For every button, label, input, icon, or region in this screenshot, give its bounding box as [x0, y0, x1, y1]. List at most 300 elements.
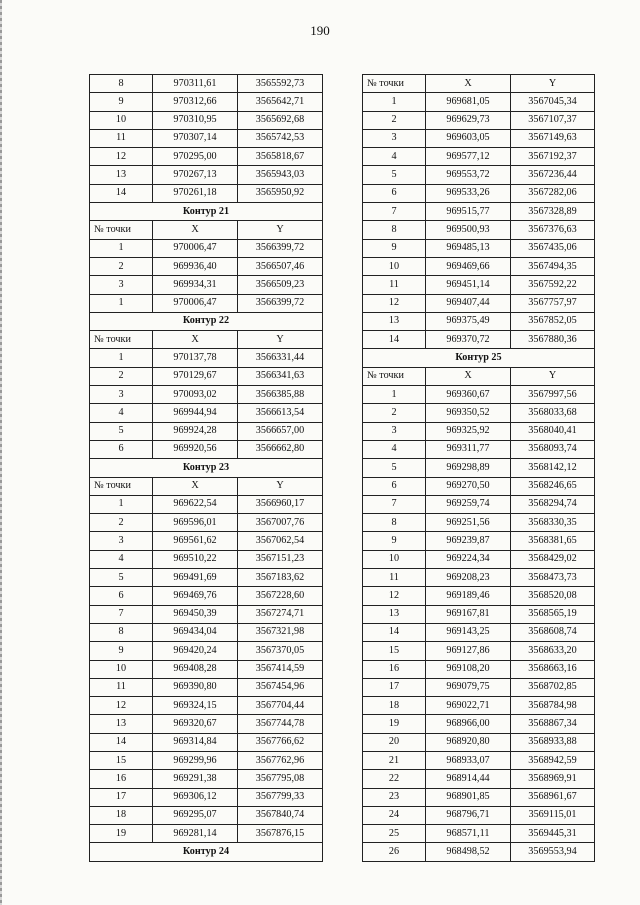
header-x: X — [153, 477, 238, 495]
point-number: 25 — [363, 825, 426, 843]
table-row — [90, 806, 323, 824]
coordinate-y: 3567045,34 — [511, 93, 595, 111]
table-row — [363, 477, 595, 495]
coordinate-y: 3566385,88 — [238, 386, 323, 404]
point-number: 12 — [363, 294, 426, 312]
coordinate-x: 969306,12 — [153, 788, 238, 806]
coordinate-y: 3568142,12 — [511, 459, 595, 477]
point-number: 1 — [90, 239, 153, 257]
left-coordinates-table — [89, 74, 323, 862]
coordinate-x: 968914,44 — [426, 770, 511, 788]
coordinate-x: 970129,67 — [153, 367, 238, 385]
coordinate-x: 969022,71 — [426, 697, 511, 715]
point-number: 10 — [363, 257, 426, 275]
contour-title-row — [90, 843, 323, 861]
column-header-row — [90, 477, 323, 495]
header-x: X — [153, 221, 238, 239]
point-number: 1 — [90, 294, 153, 312]
point-number: 20 — [363, 733, 426, 751]
coordinate-y: 3568040,41 — [511, 422, 595, 440]
coordinate-y: 3567880,36 — [511, 331, 595, 349]
table-row — [90, 678, 323, 696]
coordinate-y: 3568093,74 — [511, 440, 595, 458]
point-number: 16 — [363, 660, 426, 678]
table-row — [363, 221, 595, 239]
table-row — [363, 276, 595, 294]
table-row — [363, 587, 595, 605]
coordinate-y: 3568330,35 — [511, 514, 595, 532]
coordinate-y: 3568633,20 — [511, 642, 595, 660]
coordinate-y: 3567062,54 — [238, 532, 323, 550]
contour-title: Контур 21 — [90, 203, 323, 221]
table-row — [363, 569, 595, 587]
header-point-number: № точки — [363, 367, 426, 385]
coordinate-y: 3569115,01 — [511, 806, 595, 824]
point-number: 3 — [90, 276, 153, 294]
coordinate-y: 3569553,94 — [511, 843, 595, 861]
coordinate-y: 3565742,53 — [238, 129, 323, 147]
point-number: 5 — [363, 459, 426, 477]
coordinate-x: 969189,46 — [426, 587, 511, 605]
point-number: 16 — [90, 770, 153, 788]
coordinate-x: 969451,14 — [426, 276, 511, 294]
point-number: 17 — [90, 788, 153, 806]
coordinate-x: 969281,14 — [153, 825, 238, 843]
table-row — [90, 239, 323, 257]
table-row — [363, 770, 595, 788]
coordinate-x: 969291,38 — [153, 770, 238, 788]
table-row — [363, 825, 595, 843]
table-row — [90, 788, 323, 806]
point-number: 14 — [90, 184, 153, 202]
coordinate-x: 969295,07 — [153, 806, 238, 824]
table-row — [363, 312, 595, 330]
coordinate-x: 969299,96 — [153, 751, 238, 769]
coordinate-y: 3568033,68 — [511, 404, 595, 422]
coordinate-x: 970311,61 — [153, 75, 238, 93]
table-row — [90, 660, 323, 678]
table-row — [90, 715, 323, 733]
table-row — [90, 75, 323, 93]
point-number: 7 — [363, 203, 426, 221]
coordinate-y: 3567592,22 — [511, 276, 595, 294]
table-row — [90, 697, 323, 715]
point-number: 11 — [363, 276, 426, 294]
point-number: 11 — [90, 678, 153, 696]
table-row — [363, 623, 595, 641]
point-number: 10 — [90, 660, 153, 678]
coordinate-y: 3565950,92 — [238, 184, 323, 202]
table-row — [363, 788, 595, 806]
table-row — [363, 386, 595, 404]
point-number: 10 — [363, 550, 426, 568]
coordinate-y: 3567370,05 — [238, 642, 323, 660]
coordinate-y: 3567876,15 — [238, 825, 323, 843]
coordinate-y: 3567149,63 — [511, 129, 595, 147]
point-number: 26 — [363, 843, 426, 861]
table-row — [90, 605, 323, 623]
table-row — [90, 569, 323, 587]
coordinate-x: 970307,14 — [153, 129, 238, 147]
table-row — [90, 404, 323, 422]
coordinate-x: 969936,40 — [153, 257, 238, 275]
coordinate-x: 969143,25 — [426, 623, 511, 641]
point-number: 7 — [90, 605, 153, 623]
header-point-number: № точки — [90, 331, 153, 349]
point-number: 1 — [90, 495, 153, 513]
coordinate-x: 970261,18 — [153, 184, 238, 202]
point-number: 12 — [90, 697, 153, 715]
contour-title-row — [363, 349, 595, 367]
table-row — [363, 806, 595, 824]
table-row — [363, 129, 595, 147]
coordinate-x: 969208,23 — [426, 569, 511, 587]
point-number: 10 — [90, 111, 153, 129]
coordinate-x: 969603,05 — [426, 129, 511, 147]
column-header-row — [90, 331, 323, 349]
point-number: 2 — [363, 404, 426, 422]
table-row — [90, 733, 323, 751]
table-row — [90, 129, 323, 147]
table-row — [90, 386, 323, 404]
point-number: 14 — [363, 623, 426, 641]
table-row — [363, 239, 595, 257]
coordinate-x: 968498,52 — [426, 843, 511, 861]
coordinate-x: 969681,05 — [426, 93, 511, 111]
point-number: 2 — [90, 257, 153, 275]
point-number: 13 — [363, 605, 426, 623]
point-number: 12 — [363, 587, 426, 605]
point-number: 23 — [363, 788, 426, 806]
coordinate-x: 969407,44 — [426, 294, 511, 312]
coordinate-y: 3568702,85 — [511, 678, 595, 696]
table-row — [363, 111, 595, 129]
point-number: 6 — [363, 184, 426, 202]
table-row — [363, 605, 595, 623]
point-number: 4 — [90, 550, 153, 568]
table-row — [90, 148, 323, 166]
coordinate-y: 3567435,06 — [511, 239, 595, 257]
table-row — [90, 422, 323, 440]
table-row — [363, 257, 595, 275]
right-coordinates-table — [362, 74, 595, 862]
coordinate-y: 3567376,63 — [511, 221, 595, 239]
table-row — [363, 550, 595, 568]
table-row — [363, 184, 595, 202]
coordinate-y: 3566613,54 — [238, 404, 323, 422]
point-number: 6 — [90, 587, 153, 605]
point-number: 5 — [363, 166, 426, 184]
point-number: 13 — [363, 312, 426, 330]
coordinate-x: 969561,62 — [153, 532, 238, 550]
coordinate-y: 3567321,98 — [238, 623, 323, 641]
coordinate-y: 3566331,44 — [238, 349, 323, 367]
point-number: 2 — [90, 514, 153, 532]
coordinate-x: 969167,81 — [426, 605, 511, 623]
table-row — [90, 770, 323, 788]
point-number: 2 — [90, 367, 153, 385]
coordinate-y: 3568867,34 — [511, 715, 595, 733]
coordinate-y: 3565818,67 — [238, 148, 323, 166]
coordinate-x: 969127,86 — [426, 642, 511, 660]
table-row — [363, 404, 595, 422]
coordinate-x: 968571,11 — [426, 825, 511, 843]
coordinate-x: 968966,00 — [426, 715, 511, 733]
coordinate-y: 3566509,23 — [238, 276, 323, 294]
point-number: 15 — [90, 751, 153, 769]
coordinate-y: 3569445,31 — [511, 825, 595, 843]
coordinate-x: 969311,77 — [426, 440, 511, 458]
coordinate-x: 969408,28 — [153, 660, 238, 678]
coordinate-y: 3565592,73 — [238, 75, 323, 93]
table-row — [90, 294, 323, 312]
coordinate-x: 968933,07 — [426, 751, 511, 769]
coordinate-x: 970312,66 — [153, 93, 238, 111]
header-y: Y — [511, 75, 595, 93]
coordinate-y: 3567852,05 — [511, 312, 595, 330]
coordinate-y: 3567228,60 — [238, 587, 323, 605]
table-row — [363, 459, 595, 477]
table-row — [90, 751, 323, 769]
point-number: 3 — [90, 386, 153, 404]
coordinate-y: 3567151,23 — [238, 550, 323, 568]
table-row — [363, 294, 595, 312]
table-row — [90, 825, 323, 843]
point-number: 21 — [363, 751, 426, 769]
point-number: 8 — [90, 75, 153, 93]
table-row — [363, 678, 595, 696]
point-number: 8 — [90, 623, 153, 641]
coordinate-y: 3566399,72 — [238, 239, 323, 257]
coordinate-y: 3567454,96 — [238, 678, 323, 696]
contour-title: Контур 25 — [363, 349, 595, 367]
point-number: 17 — [363, 678, 426, 696]
table-row — [90, 550, 323, 568]
coordinate-x: 969577,12 — [426, 148, 511, 166]
coordinate-y: 3568565,19 — [511, 605, 595, 623]
coordinate-x: 969420,24 — [153, 642, 238, 660]
coordinate-x: 969622,54 — [153, 495, 238, 513]
point-number: 4 — [90, 404, 153, 422]
coordinate-x: 969251,56 — [426, 514, 511, 532]
point-number: 11 — [363, 569, 426, 587]
coordinate-y: 3568663,16 — [511, 660, 595, 678]
point-number: 14 — [363, 331, 426, 349]
contour-title-row — [90, 312, 323, 330]
coordinate-x: 969485,13 — [426, 239, 511, 257]
table-row — [90, 440, 323, 458]
coordinate-x: 969553,72 — [426, 166, 511, 184]
table-row — [363, 751, 595, 769]
coordinate-y: 3567414,59 — [238, 660, 323, 678]
table-row — [363, 440, 595, 458]
coordinate-y: 3568294,74 — [511, 495, 595, 513]
coordinate-y: 3567762,96 — [238, 751, 323, 769]
table-row — [90, 642, 323, 660]
coordinate-x: 969270,50 — [426, 477, 511, 495]
coordinate-y: 3568520,08 — [511, 587, 595, 605]
coordinate-x: 969510,22 — [153, 550, 238, 568]
coordinate-y: 3566341,63 — [238, 367, 323, 385]
coordinate-x: 969324,15 — [153, 697, 238, 715]
coordinate-x: 968796,71 — [426, 806, 511, 824]
point-number: 1 — [363, 386, 426, 404]
table-row — [90, 166, 323, 184]
coordinate-x: 970295,00 — [153, 148, 238, 166]
coordinate-y: 3567795,08 — [238, 770, 323, 788]
coordinate-y: 3566662,80 — [238, 440, 323, 458]
coordinate-x: 969239,87 — [426, 532, 511, 550]
point-number: 6 — [363, 477, 426, 495]
table-row — [363, 697, 595, 715]
point-number: 11 — [90, 129, 153, 147]
table-row — [90, 532, 323, 550]
header-y: Y — [238, 221, 323, 239]
coordinate-x: 969924,28 — [153, 422, 238, 440]
coordinate-x: 970267,13 — [153, 166, 238, 184]
point-number: 12 — [90, 148, 153, 166]
point-number: 3 — [90, 532, 153, 550]
table-row — [90, 623, 323, 641]
coordinate-y: 3568942,59 — [511, 751, 595, 769]
table-row — [90, 495, 323, 513]
table-row — [363, 495, 595, 513]
point-number: 7 — [363, 495, 426, 513]
point-number: 19 — [363, 715, 426, 733]
point-number: 9 — [363, 532, 426, 550]
coordinate-y: 3568429,02 — [511, 550, 595, 568]
page-scan-edge — [0, 0, 2, 905]
table-row — [363, 203, 595, 221]
header-point-number: № точки — [90, 477, 153, 495]
coordinate-x: 969934,31 — [153, 276, 238, 294]
coordinate-x: 969491,69 — [153, 569, 238, 587]
coordinate-x: 969325,92 — [426, 422, 511, 440]
table-row — [90, 349, 323, 367]
coordinate-x: 970310,95 — [153, 111, 238, 129]
coordinate-y: 3567192,37 — [511, 148, 595, 166]
contour-title: Контур 24 — [90, 843, 323, 861]
coordinate-x: 969515,77 — [426, 203, 511, 221]
coordinate-y: 3566960,17 — [238, 495, 323, 513]
coordinate-y: 3567757,97 — [511, 294, 595, 312]
coordinate-x: 969450,39 — [153, 605, 238, 623]
coordinate-y: 3567704,44 — [238, 697, 323, 715]
table-row — [363, 660, 595, 678]
coordinate-y: 3567766,62 — [238, 733, 323, 751]
header-point-number: № точки — [90, 221, 153, 239]
coordinate-x: 970006,47 — [153, 239, 238, 257]
coordinate-y: 3568608,74 — [511, 623, 595, 641]
coordinate-x: 969320,67 — [153, 715, 238, 733]
coordinate-y: 3568473,73 — [511, 569, 595, 587]
contour-title-row — [90, 459, 323, 477]
table-row — [90, 111, 323, 129]
coordinate-y: 3568784,98 — [511, 697, 595, 715]
table-row — [90, 514, 323, 532]
table-row — [90, 184, 323, 202]
point-number: 2 — [363, 111, 426, 129]
coordinate-y: 3567282,06 — [511, 184, 595, 202]
coordinate-x: 969298,89 — [426, 459, 511, 477]
coordinate-y: 3567997,56 — [511, 386, 595, 404]
table-row — [363, 733, 595, 751]
header-point-number: № точки — [363, 75, 426, 93]
coordinate-x: 969500,93 — [426, 221, 511, 239]
coordinate-x: 969469,66 — [426, 257, 511, 275]
coordinate-y: 3567840,74 — [238, 806, 323, 824]
table-row — [363, 166, 595, 184]
coordinate-y: 3565692,68 — [238, 111, 323, 129]
coordinate-y: 3567744,78 — [238, 715, 323, 733]
header-y: Y — [511, 367, 595, 385]
coordinate-y: 3568381,65 — [511, 532, 595, 550]
header-y: Y — [238, 477, 323, 495]
coordinate-y: 3566399,72 — [238, 294, 323, 312]
table-row — [363, 642, 595, 660]
point-number: 8 — [363, 514, 426, 532]
point-number: 13 — [90, 715, 153, 733]
point-number: 9 — [90, 93, 153, 111]
coordinate-x: 969259,74 — [426, 495, 511, 513]
coordinate-x: 970093,02 — [153, 386, 238, 404]
table-row — [363, 422, 595, 440]
coordinate-y: 3567494,35 — [511, 257, 595, 275]
table-row — [363, 532, 595, 550]
point-number: 3 — [363, 422, 426, 440]
coordinate-y: 3568246,65 — [511, 477, 595, 495]
page-number: 190 — [310, 23, 330, 38]
coordinate-x: 969629,73 — [426, 111, 511, 129]
coordinate-x: 970137,78 — [153, 349, 238, 367]
coordinate-x: 969596,01 — [153, 514, 238, 532]
coordinate-x: 969469,76 — [153, 587, 238, 605]
coordinate-y: 3567236,44 — [511, 166, 595, 184]
coordinate-x: 969944,94 — [153, 404, 238, 422]
table-row — [90, 257, 323, 275]
point-number: 5 — [90, 569, 153, 587]
coordinate-x: 969434,04 — [153, 623, 238, 641]
coordinate-y: 3567274,71 — [238, 605, 323, 623]
point-number: 5 — [90, 422, 153, 440]
point-number: 1 — [90, 349, 153, 367]
coordinate-x: 969108,20 — [426, 660, 511, 678]
column-header-row — [363, 367, 595, 385]
coordinate-y: 3567328,89 — [511, 203, 595, 221]
point-number: 22 — [363, 770, 426, 788]
coordinate-x: 969079,75 — [426, 678, 511, 696]
coordinate-x: 969360,67 — [426, 386, 511, 404]
coordinate-y: 3568969,91 — [511, 770, 595, 788]
point-number: 1 — [363, 93, 426, 111]
point-number: 4 — [363, 440, 426, 458]
coordinate-y: 3566657,00 — [238, 422, 323, 440]
coordinate-y: 3567107,37 — [511, 111, 595, 129]
header-x: X — [426, 75, 511, 93]
contour-title: Контур 23 — [90, 459, 323, 477]
coordinate-y: 3565943,03 — [238, 166, 323, 184]
table-row — [90, 93, 323, 111]
coordinate-x: 969390,80 — [153, 678, 238, 696]
point-number: 8 — [363, 221, 426, 239]
coordinate-y: 3567007,76 — [238, 514, 323, 532]
header-x: X — [153, 331, 238, 349]
coordinate-y: 3565642,71 — [238, 93, 323, 111]
coordinate-x: 969375,49 — [426, 312, 511, 330]
point-number: 15 — [363, 642, 426, 660]
table-row — [90, 276, 323, 294]
table-row — [363, 148, 595, 166]
